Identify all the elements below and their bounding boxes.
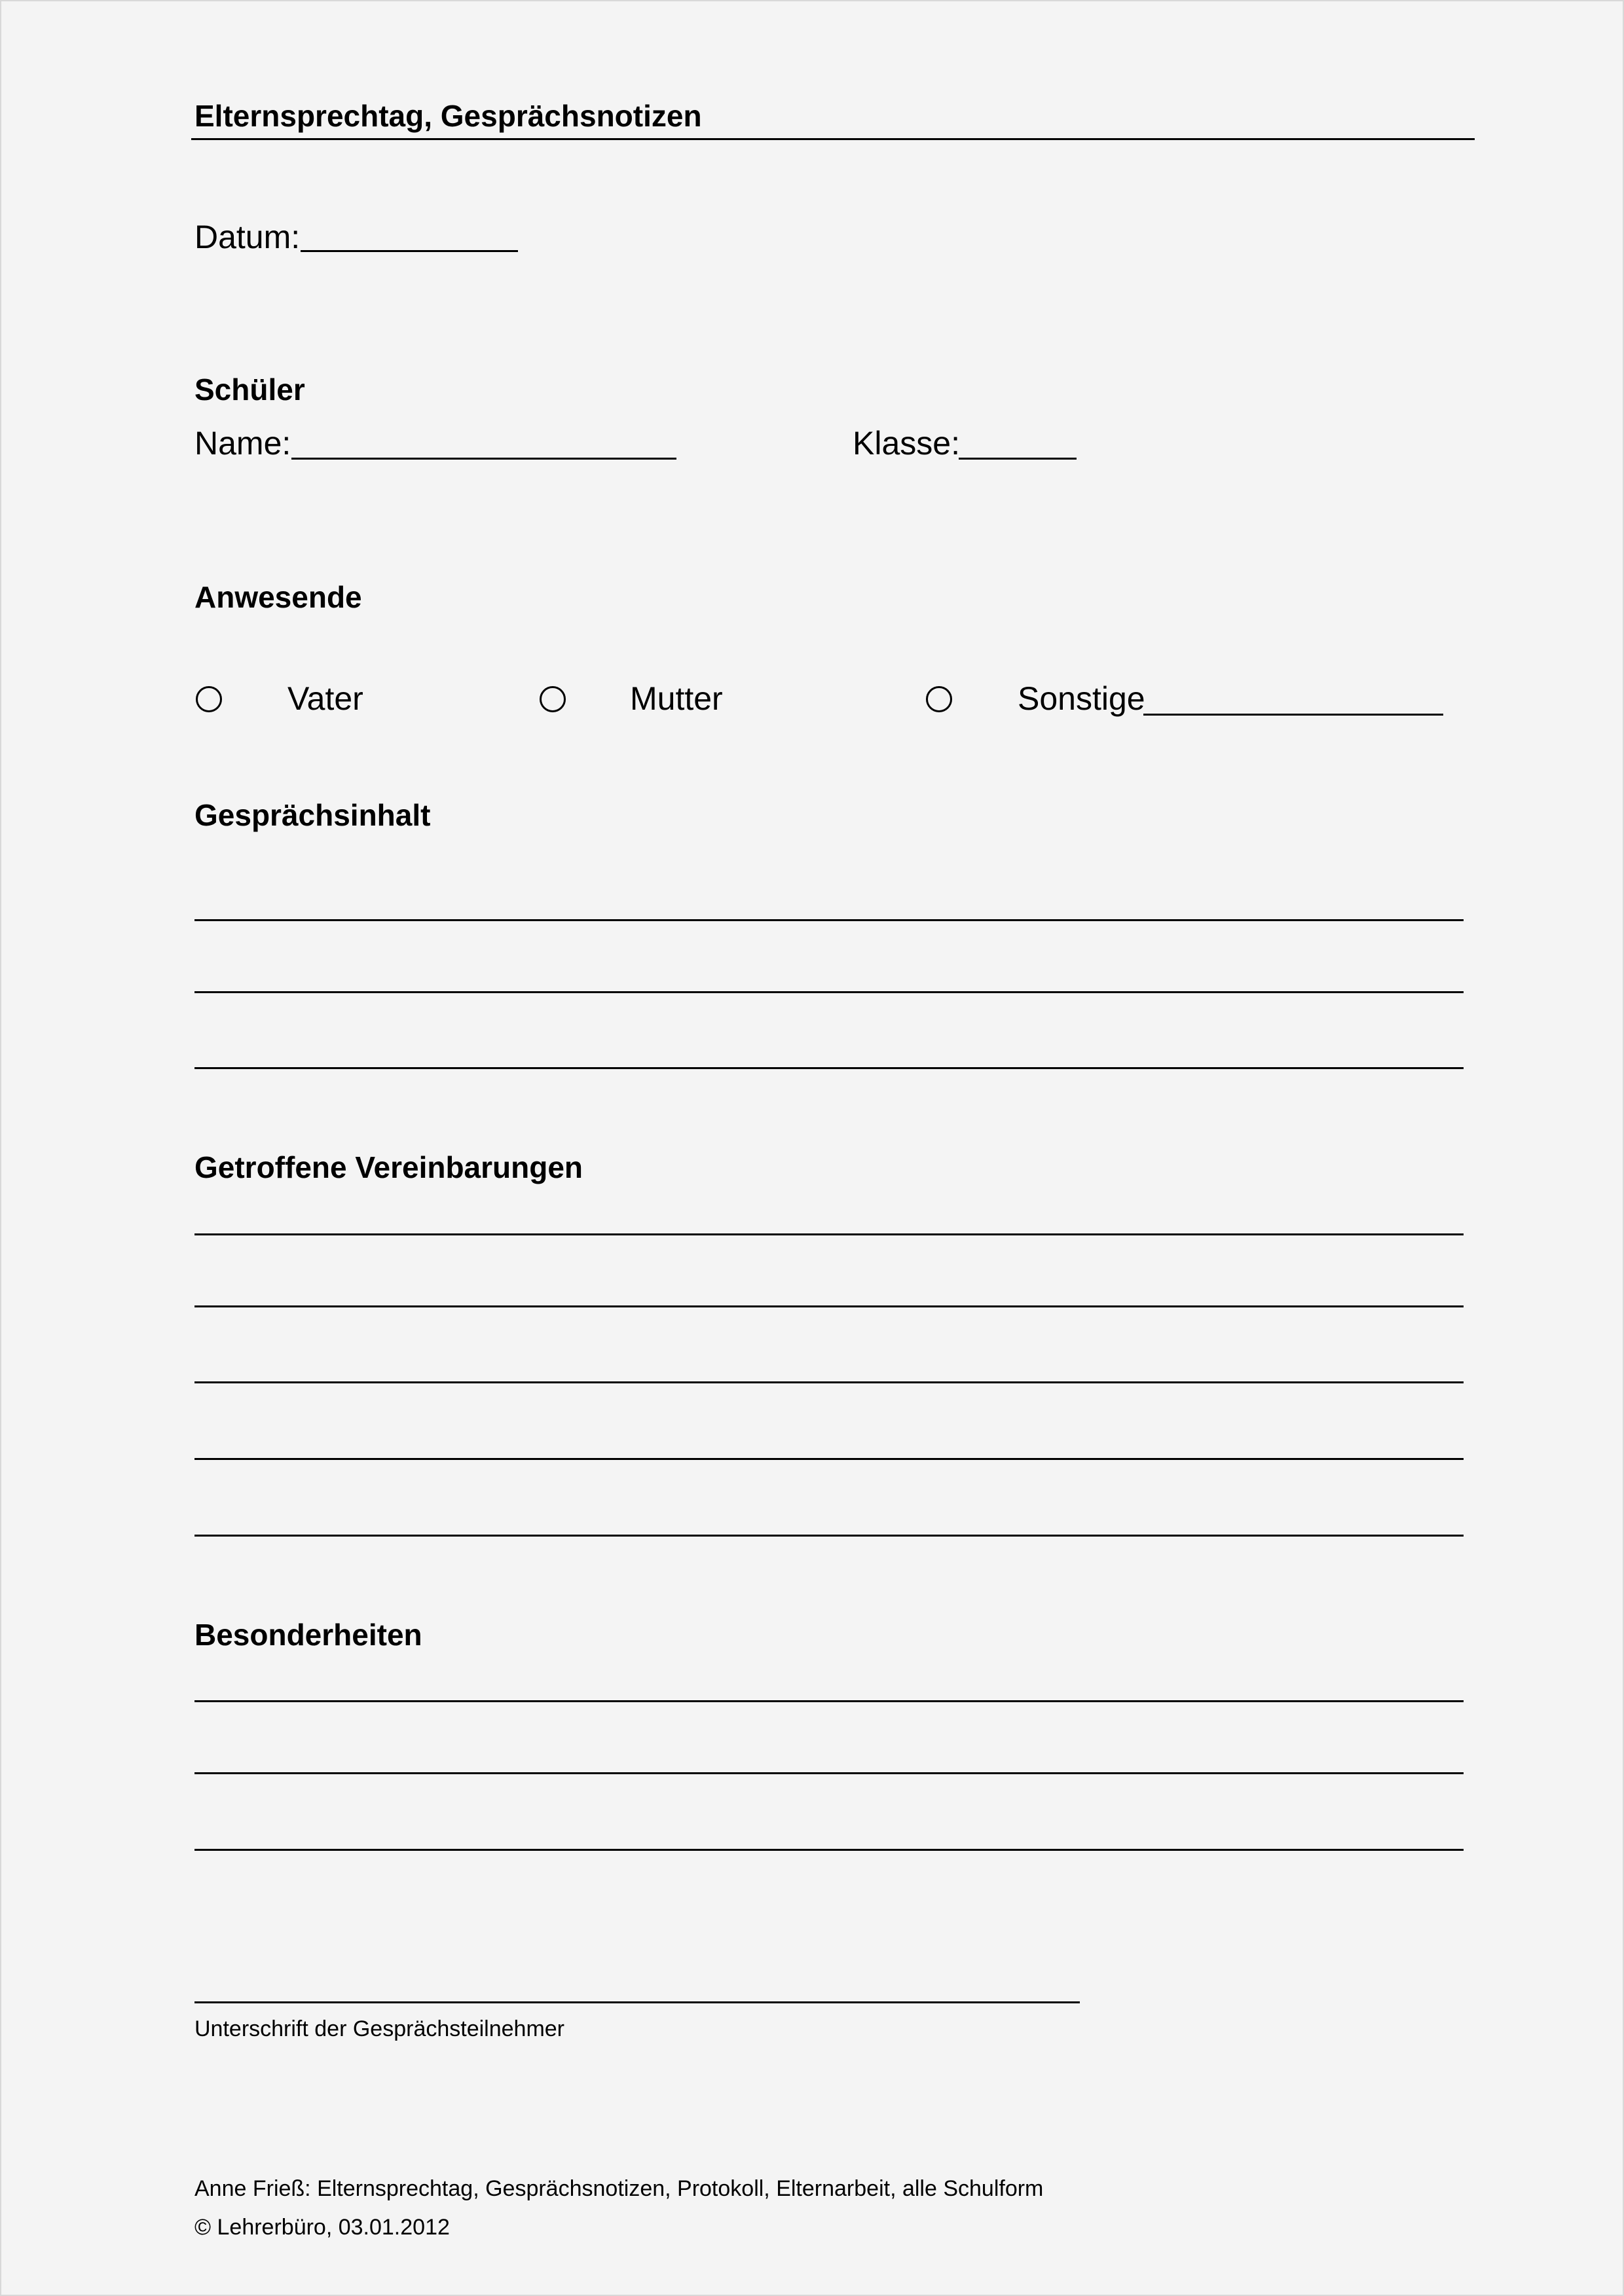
signature-line[interactable] (194, 2001, 1080, 2003)
title-underline (191, 138, 1475, 140)
vereinbarungen-line[interactable] (194, 1381, 1464, 1383)
datum-field[interactable] (301, 250, 518, 252)
klasse-field[interactable] (959, 458, 1077, 460)
besonderheiten-heading: Besonderheiten (194, 1618, 422, 1652)
gespraechsinhalt-line[interactable] (194, 1067, 1464, 1069)
option-vater-label: Vater (287, 680, 363, 717)
schueler-heading: Schüler (194, 373, 305, 407)
gespraechsinhalt-line[interactable] (194, 919, 1464, 921)
footer-copyright: © Lehrerbüro, 03.01.2012 (194, 2215, 450, 2240)
footer-source: Anne Frieß: Elternsprechtag, Gesprächsnotizen, Protokoll, Elternarbeit, alle Schulform (194, 2176, 1044, 2201)
klasse-label: Klasse: (853, 425, 960, 462)
option-mutter-label: Mutter (630, 680, 723, 717)
vereinbarungen-line[interactable] (194, 1535, 1464, 1537)
option-sonstige-label: Sonstige (1018, 680, 1145, 717)
signature-caption: Unterschrift der Gesprächsteilnehmer (194, 2016, 565, 2041)
besonderheiten-line[interactable] (194, 1849, 1464, 1851)
vereinbarungen-heading: Getroffene Vereinbarungen (194, 1150, 583, 1184)
radio-mutter[interactable] (540, 686, 566, 712)
gespraechsinhalt-line[interactable] (194, 991, 1464, 993)
besonderheiten-line[interactable] (194, 1772, 1464, 1774)
besonderheiten-line[interactable] (194, 1700, 1464, 1702)
gespraechsinhalt-heading: Gesprächsinhalt (194, 798, 431, 832)
anwesende-heading: Anwesende (194, 580, 362, 614)
page-title: Elternsprechtag, Gesprächsnotizen (194, 99, 702, 133)
vereinbarungen-line[interactable] (194, 1233, 1464, 1235)
vereinbarungen-line[interactable] (194, 1458, 1464, 1460)
radio-vater[interactable] (196, 686, 222, 712)
sonstige-field[interactable] (1143, 714, 1443, 716)
radio-sonstige[interactable] (926, 686, 952, 712)
vereinbarungen-line[interactable] (194, 1305, 1464, 1307)
name-field[interactable] (291, 458, 676, 460)
name-label: Name: (194, 425, 291, 462)
datum-label: Datum: (194, 219, 301, 255)
